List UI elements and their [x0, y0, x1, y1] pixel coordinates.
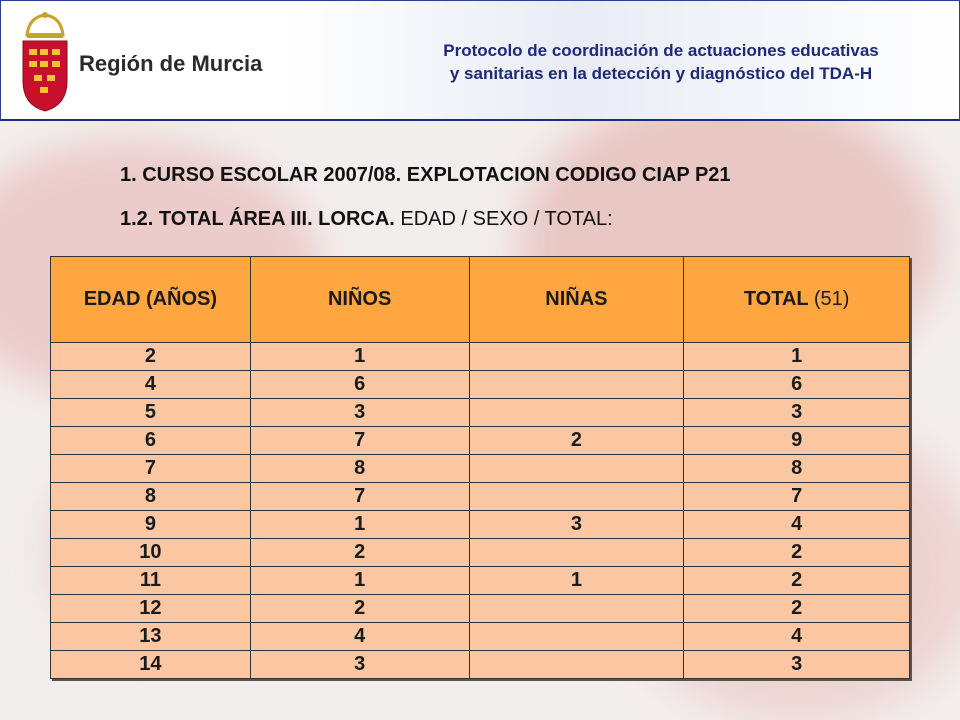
table-row [51, 371, 910, 399]
cell-girls: 2 [469, 427, 684, 455]
table-row [51, 399, 910, 427]
column-header-total [684, 257, 910, 343]
cell-boys: 7 [250, 483, 469, 511]
cell-boys: 8 [250, 455, 469, 483]
cell-boys: 1 [250, 567, 469, 595]
cell-age: 2 [51, 343, 251, 371]
cell-boys: 4 [250, 623, 469, 651]
cell-total: 4 [684, 623, 910, 651]
protocol-title-line2: y sanitarias en la detección y diagnóstico del TDA-H [449, 64, 873, 83]
cell-total: 4 [684, 511, 910, 539]
cell-girls [469, 539, 684, 567]
cell-girls [469, 455, 684, 483]
cell-boys: 2 [250, 595, 469, 623]
cell-total: 9 [684, 427, 910, 455]
brand-name: Región de Murcia [79, 51, 263, 76]
protocol-title [371, 39, 951, 85]
cell-age: 6 [51, 427, 251, 455]
table-row [51, 539, 910, 567]
cell-age: 4 [51, 371, 251, 399]
cell-boys: 3 [250, 399, 469, 427]
cell-boys: 7 [250, 427, 469, 455]
section-heading: 1. CURSO ESCOLAR 2007/08. EXPLOTACION CODIGO CIAP P21 [120, 164, 731, 186]
table-row [51, 567, 910, 595]
cell-age: 12 [51, 595, 251, 623]
cell-age: 5 [51, 399, 251, 427]
subsection-heading [120, 208, 613, 231]
cell-girls [469, 651, 684, 679]
cell-total: 7 [684, 483, 910, 511]
data-table [50, 256, 910, 679]
header-bar [0, 0, 960, 121]
cell-total: 2 [684, 539, 910, 567]
cell-girls: 3 [469, 511, 684, 539]
cell-total: 6 [684, 371, 910, 399]
cell-total: 1 [684, 343, 910, 371]
cell-age: 7 [51, 455, 251, 483]
table-row [51, 595, 910, 623]
cell-boys: 1 [250, 511, 469, 539]
table-row [51, 623, 910, 651]
cell-girls [469, 343, 684, 371]
cell-girls [469, 371, 684, 399]
cell-age: 8 [51, 483, 251, 511]
cell-girls: 1 [469, 567, 684, 595]
cell-girls [469, 399, 684, 427]
cell-age: 10 [51, 539, 251, 567]
column-header-girls: NIÑAS [469, 257, 684, 343]
table-row [51, 343, 910, 371]
column-header-total-label: TOTAL [743, 288, 809, 310]
cell-total: 3 [684, 399, 910, 427]
cell-age: 14 [51, 651, 251, 679]
table-row [51, 651, 910, 679]
cell-total: 2 [684, 595, 910, 623]
table-row [51, 427, 910, 455]
column-header-total-count: (51) [813, 288, 850, 310]
cell-total: 8 [684, 455, 910, 483]
cell-boys: 6 [250, 371, 469, 399]
protocol-title-line1: Protocolo de coordinación de actuaciones educativas [443, 41, 879, 60]
cell-boys: 3 [250, 651, 469, 679]
murcia-coat-of-arms-icon [15, 9, 75, 113]
table-row [51, 483, 910, 511]
cell-age: 11 [51, 567, 251, 595]
table-row [51, 511, 910, 539]
table-header-row [51, 257, 910, 343]
cell-total: 2 [684, 567, 910, 595]
cell-age: 13 [51, 623, 251, 651]
column-header-boys: NIÑOS [250, 257, 469, 343]
cell-age: 9 [51, 511, 251, 539]
cell-total: 3 [684, 651, 910, 679]
table-row [51, 455, 910, 483]
cell-girls [469, 623, 684, 651]
cell-girls [469, 595, 684, 623]
subsection-heading-normal: EDAD / SEXO / TOTAL: [394, 208, 613, 230]
column-header-age: EDAD (AÑOS) [51, 257, 251, 343]
cell-boys: 2 [250, 539, 469, 567]
cell-girls [469, 483, 684, 511]
subsection-heading-bold: 1.2. TOTAL ÁREA III. LORCA. [120, 208, 395, 230]
cell-boys: 1 [250, 343, 469, 371]
